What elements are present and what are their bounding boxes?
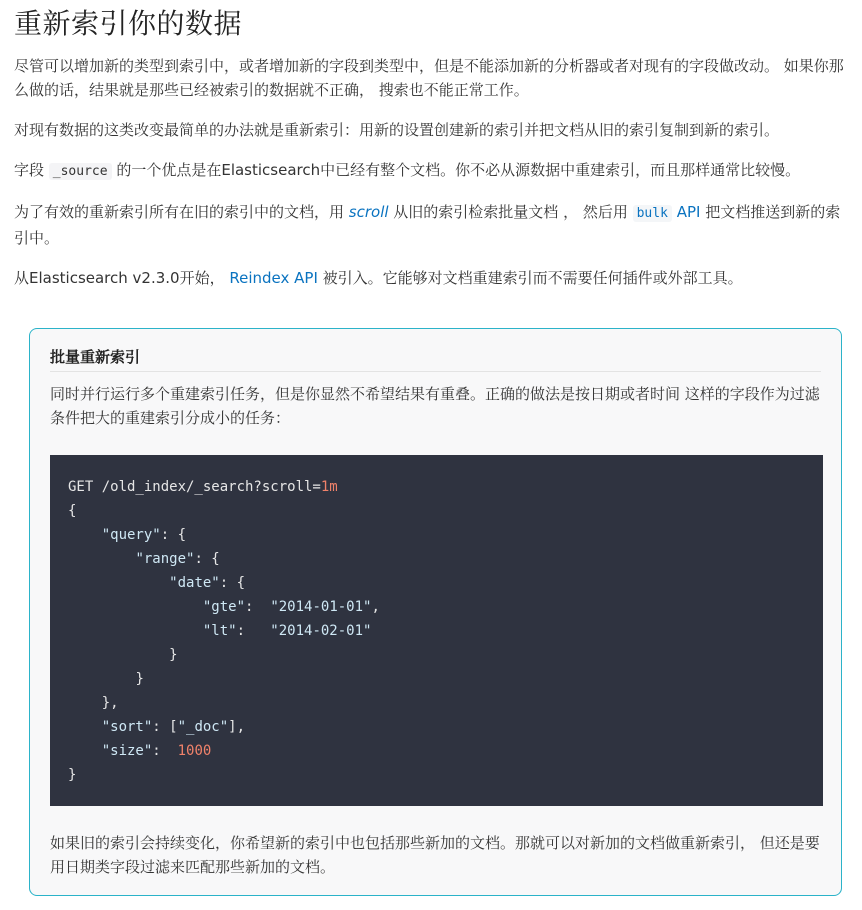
source-text-pre: 字段 — [14, 161, 49, 179]
code-block — [50, 455, 823, 806]
source-text-post: 的一个优点是在Elasticsearch中已经有整个文档。你不必从源数据中重建索引，而且那样通常比较慢。 — [111, 161, 801, 179]
code-key: "lt" — [202, 623, 237, 639]
scroll-text-pre: 为了有效的重新索引所有在旧的索引中的文档，用 — [14, 203, 349, 221]
code-line — [68, 763, 805, 787]
code-string: "2014-02-01" — [270, 623, 372, 639]
paragraph-scroll-bulk — [14, 200, 846, 250]
code-key: "date" — [169, 575, 220, 591]
code-punct: : { — [219, 575, 246, 591]
code-request-line: GET /old_index/_search?scroll= — [68, 479, 321, 495]
code-key: "query" — [101, 527, 161, 543]
paragraph-intro: 尽管可以增加新的类型到索引中，或者增加新的字段到类型中，但是不能添加新的分析器或者对现有的字段做改动。 如果你那么做的话，结果就是那些已经被索引的数据就不正确， 搜索也不能正常工作。 — [14, 57, 844, 99]
reindex-text-pre: 从Elasticsearch v2.3.0开始， — [14, 269, 230, 287]
bulk-code-link[interactable]: bulk — [633, 205, 672, 222]
code-line — [68, 571, 805, 595]
code-line — [68, 667, 805, 691]
code-punct: , — [371, 599, 380, 615]
code-punct: : [ — [152, 719, 178, 735]
code-line — [68, 547, 805, 571]
code-string: "2014-01-01" — [270, 599, 372, 615]
code-string: "_doc" — [177, 719, 229, 735]
tip-box — [29, 328, 842, 896]
code-punct: : — [152, 743, 178, 759]
code-line — [68, 475, 805, 499]
paragraph-simplest-way: 对现有数据的这类改变最简单的办法就是重新索引：用新的设置创建新的索引并把文档从旧的索引复制到新的索引。 — [14, 121, 780, 139]
code-line — [68, 523, 805, 547]
code-number: 1m — [320, 479, 338, 495]
tip-footer — [50, 831, 821, 879]
code-line — [68, 643, 805, 667]
code-brace: } — [68, 767, 77, 783]
code-brace: } — [135, 671, 144, 687]
tip-title: 批量重新索引 — [50, 345, 821, 372]
reindex-api-link[interactable]: Reindex API — [229, 269, 318, 287]
code-brace: }, — [101, 695, 119, 711]
code-line — [68, 595, 805, 619]
code-punct: : — [236, 623, 271, 639]
code-key: "sort" — [101, 719, 153, 735]
page-title: 重新索引你的数据 — [14, 7, 243, 40]
code-punct: : — [245, 599, 271, 615]
code-punct: ], — [228, 719, 246, 735]
article — [0, 6, 862, 290]
code-key: "gte" — [202, 599, 246, 615]
bulk-api-link[interactable]: API — [676, 203, 701, 221]
code-line — [68, 619, 805, 643]
code-line — [68, 499, 805, 523]
code-key: "range" — [135, 551, 195, 567]
code-line — [68, 739, 805, 763]
code-punct: : { — [160, 527, 187, 543]
code-key: "size" — [101, 743, 153, 759]
code-punct: : { — [194, 551, 220, 567]
tip-footer-text: 如果旧的索引会持续变化，你希望新的索引中也包括那些新加的文档。那就可以对新加的文档做重新索引， 但还是要用日期类字段过滤来匹配那些新加的文档。 — [50, 834, 820, 876]
scroll-text-post: 把文档推送到新的索引中。 — [14, 203, 841, 247]
tip-text: 同时并行运行多个重建索引任务，但是你显然不希望结果有重叠。正确的做法是按日期或者时间 这样的字段作为过滤条件把大的重建索引分成小的任务： — [50, 385, 820, 427]
code-brace: { — [68, 503, 77, 519]
source-field-code: _source — [49, 163, 112, 180]
code-number: 1000 — [177, 743, 212, 759]
scroll-link[interactable]: scroll — [348, 203, 389, 221]
code-brace: } — [169, 647, 178, 663]
paragraph-source-field — [14, 158, 846, 184]
reindex-text-post: 被引入。它能够对文档重建索引而不需要任何插件或外部工具。 — [317, 269, 743, 287]
paragraph-reindex-api — [14, 266, 846, 290]
code-line — [68, 715, 805, 739]
scroll-text-mid: 从旧的索引检索批量文档 ， 然后用 — [388, 203, 633, 221]
code-line — [68, 691, 805, 715]
